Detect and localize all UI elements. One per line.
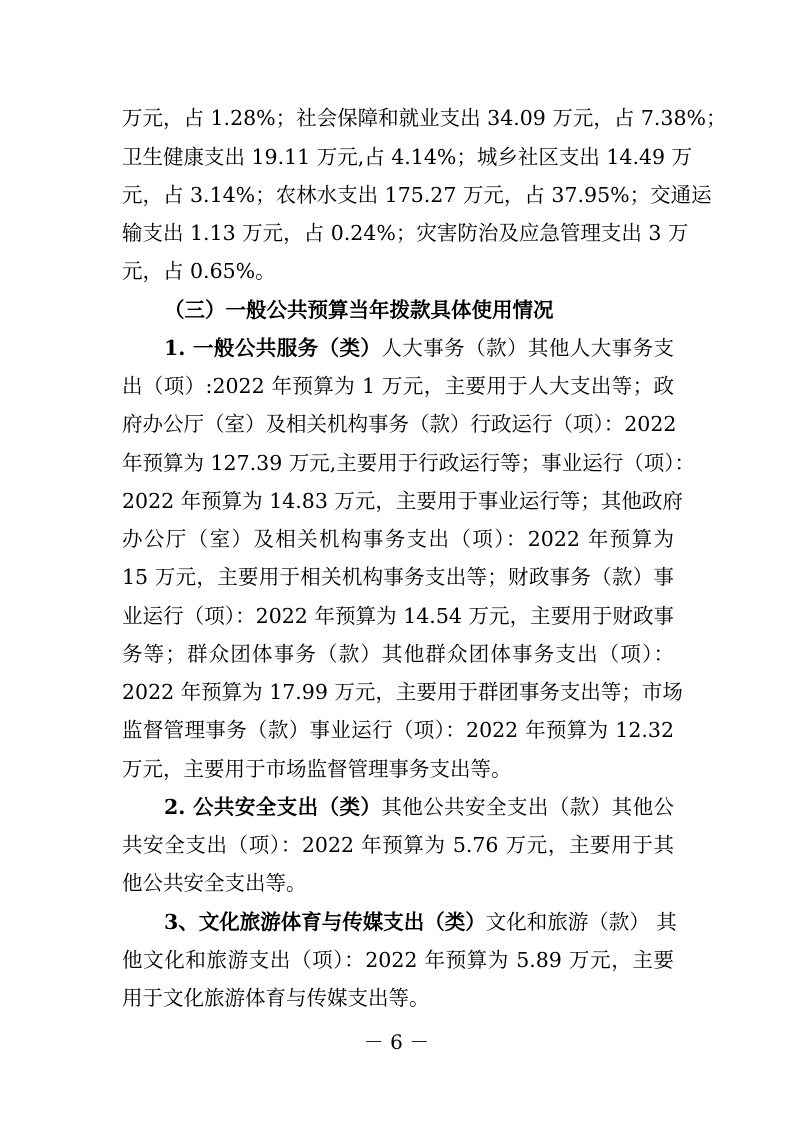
para-line: 府办公厅（室）及相关机构事务（款）行政运行（项）：2022	[122, 412, 677, 436]
para-line: 务等；群众团体事务（款）其他群众团体事务支出（项）：	[122, 642, 674, 666]
para-line: 万元，主要用于市场监督管理事务支出等。	[122, 757, 512, 781]
item-2-text: 其他公共安全支出（款）其他公	[381, 795, 674, 819]
item-1-text: 人大事务（款）其他人大事务支	[381, 336, 674, 360]
para-line: 输支出 1.13 万元，占 0.24%；灾害防治及应急管理支出 3 万	[122, 221, 689, 245]
para-line: 业运行（项）：2022 年预算为 14.54 万元，主要用于财政事	[122, 604, 674, 628]
item-2-title: 2. 公共安全支出（类）	[164, 795, 382, 819]
para-line: 卫生健康支出 19.11 万元,占 4.14%；城乡社区支出 14.49 万	[122, 145, 693, 169]
para-line: 元，占 0.65%。	[122, 259, 276, 283]
para-line: 他文化和旅游支出（项）：2022 年预算为 5.89 万元，主要	[122, 948, 674, 972]
page-number: － 6 －	[363, 1030, 430, 1054]
para-line: 共安全支出（项）：2022 年预算为 5.76 万元，主要用于其	[122, 833, 674, 857]
para-line: 元，占 3.14%；农林水支出 175.27 万元，占 37.95%；交通运	[122, 183, 712, 207]
para-line: 他公共安全支出等。	[122, 871, 307, 895]
para-line: 万元，占 1.28%；社会保障和就业支出 34.09 万元，占 7.38%；	[122, 106, 727, 130]
item-3-title: 3、文化旅游体育与传媒支出（类）	[164, 910, 486, 934]
item-3-first-line	[164, 907, 677, 937]
para-line: 办公厅（室）及相关机构事务支出（项）：2022 年预算为	[122, 527, 674, 551]
para-line: 用于文化旅游体育与传媒支出等。	[122, 986, 430, 1010]
section-heading: （三）一般公共预算当年拨款具体使用情况	[164, 298, 554, 322]
item-2-first-line	[164, 792, 674, 822]
para-line: 2022 年预算为 14.83 万元，主要用于事业运行等；其他政府	[122, 489, 683, 513]
para-line: 2022 年预算为 17.99 万元，主要用于群团事务支出等；市场	[122, 680, 683, 704]
para-line: 监督管理事务（款）事业运行（项）：2022 年预算为 12.32	[122, 718, 674, 742]
para-line: 15 万元，主要用于相关机构事务支出等；财政事务（款）事	[122, 565, 674, 589]
item-1-first-line	[164, 333, 674, 363]
item-1-title: 1. 一般公共服务（类）	[164, 336, 382, 360]
item-3-text: 文化和旅游（款） 其	[485, 910, 677, 934]
para-line: 出（项）:2022 年预算为 1 万元，主要用于人大支出等；政	[122, 374, 674, 398]
para-line: 年预算为 127.39 万元,主要用于行政运行等；事业运行（项）：	[122, 451, 696, 475]
